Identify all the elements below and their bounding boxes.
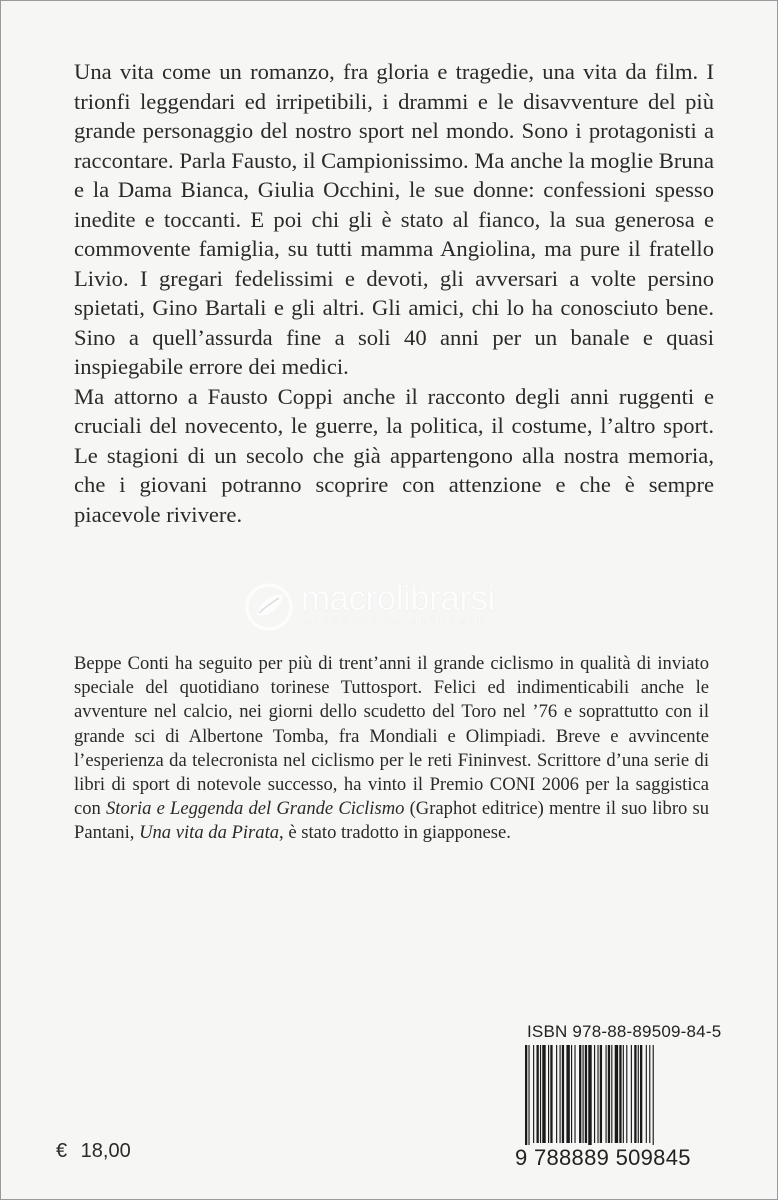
isbn-label: ISBN 978-88-89509-84-5: [527, 1022, 722, 1041]
bio-book-title-1: Storia e Leggenda del Grande Ciclismo: [106, 798, 405, 820]
blurb-paragraph-2: Ma attorno a Fausto Coppi anche il racconto degli anni ruggenti e cruciali del novecento, le guerre, la politica, il costume, l’altro sport. Le stagioni di un secolo che già appartengono alla nostra memoria, che i giovani potranno scoprire con attenzione e che è sempre piacevole rivivere.: [74, 383, 714, 527]
watermark-tagline: ALTERNATIVA NATURALE: [305, 617, 488, 628]
book-blurb: [74, 57, 714, 529]
blurb-paragraph-1: Una vita come un romanzo, fra gloria e tragedie, una vita da film. I trionfi leggendari ed irripetibili, i drammi e le disavventure del più grande personaggio del nostro sport nel mondo. Sono i protagonisti a raccontare. Parla Fausto, il Campionissimo. Ma anche la moglie Bruna e la Dama Bianca, Giulia Occhini, le sue donne: confessioni spesso inedite e toccanti. E poi chi gli è stato al fianco, la sua generosa e commovente famiglia, su tutti mamma Angiolina, ma pure il fratello Livio. I gregari fedelissimi e devoti, gli avversari a volte persino spietati, Gino Bartali e gli altri. Gli amici, chi lo ha conosciuto bene. Sino a quell’assurda fine a soli 40 anni per un banale e quasi inspiegabile errore dei medici.: [74, 59, 714, 379]
macrolibrarsi-watermark: [243, 579, 543, 639]
bio-text-2: (Graphot editrice) mentre il suo libro su Pantani,: [74, 798, 709, 844]
bio-text-1: Beppe Conti ha seguito per più di trent’anni il grande ciclismo in qualità di inviato speciale del quotidiano torinese Tuttosport. Felici ed indimenticabili anche le avventure nel calcio, nei giorni dello scudetto del Toro nel ’76 e soprattutto con il grande sci di Albertone Tomba, fra Mondiali e Olimpiadi. Breve e avvincente l’esperienza da telecronista nel ciclismo per le reti Fininvest. Scrittore d’una serie di libri di sport di notevole successo, ha vinto il Premio CONI 2006 per la saggistica con: [74, 653, 709, 820]
watermark-brand-name: macrolibrarsi: [301, 579, 495, 618]
price-label: € 18,00: [56, 1140, 131, 1162]
bio-book-title-2: Una vita da Pirata: [139, 822, 280, 844]
leaf-logo-icon: [243, 581, 295, 633]
barcode-icon: [523, 1045, 723, 1155]
bio-text-3: , è stato tradotto in giapponese.: [279, 822, 511, 844]
barcode-digits: 9 788889 509845: [515, 1145, 691, 1170]
author-bio: [74, 652, 709, 846]
